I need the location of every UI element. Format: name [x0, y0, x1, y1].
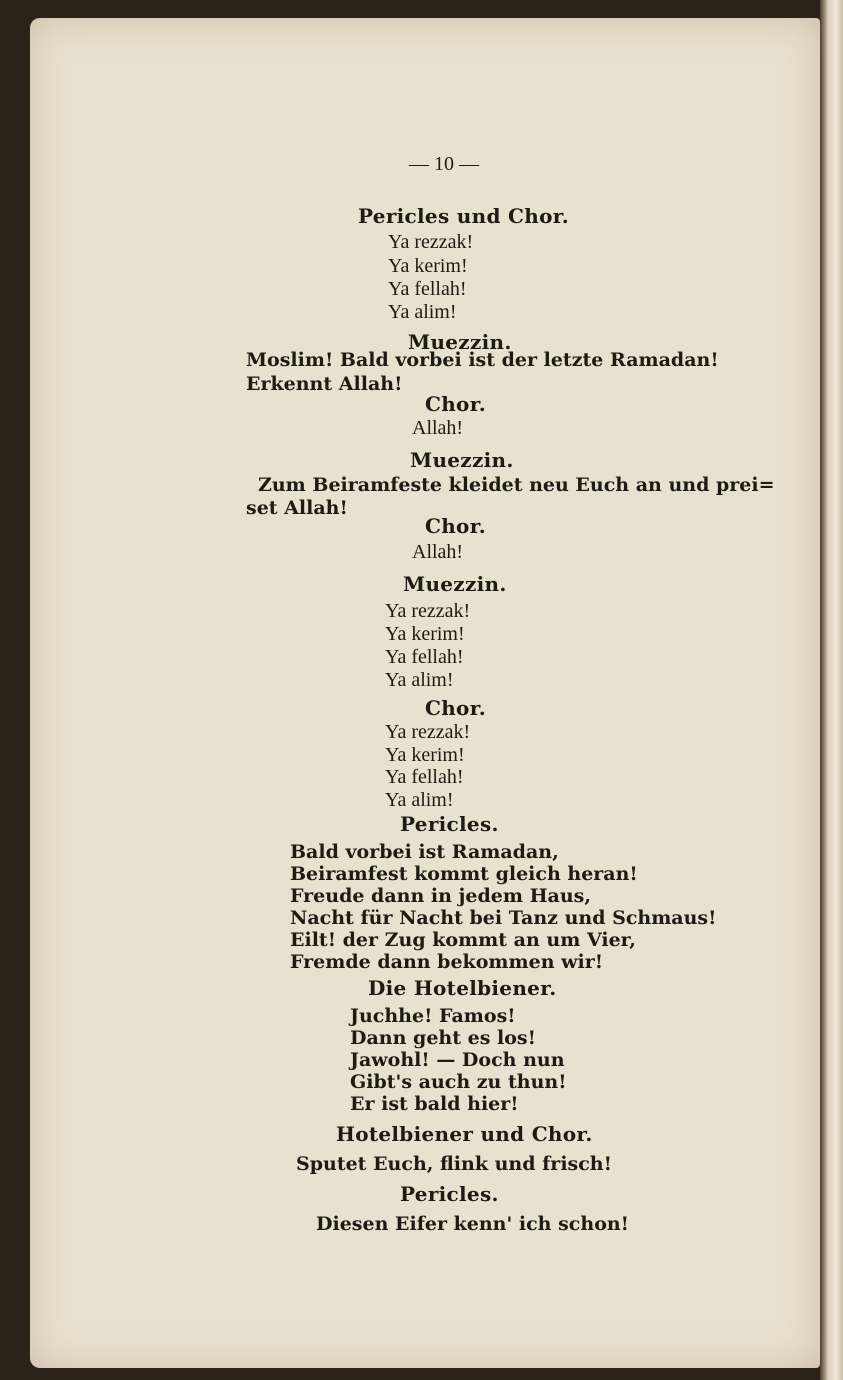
verse-line: Ya fellah!: [385, 766, 464, 788]
speaker-label: Muezzin.: [410, 448, 514, 472]
speaker-label: Chor.: [425, 392, 486, 416]
verse-line: Ya rezzak!: [385, 721, 471, 743]
speaker-label: Chor.: [425, 696, 486, 720]
verse-line: Freude dann in jedem Haus,: [290, 885, 591, 907]
prose-line: Zum Beiramfeste kleidet neu Euch an und prei=: [258, 474, 775, 496]
verse-line: Ya kerim!: [388, 255, 468, 277]
verse-line: Ya rezzak!: [388, 231, 474, 253]
verse-line: Gibt's auch zu thun!: [350, 1071, 567, 1093]
verse-line: Er ist bald hier!: [350, 1093, 519, 1115]
verse-line: Allah!: [412, 541, 464, 563]
verse-line: Eilt! der Zug kommt an um Vier,: [290, 929, 636, 951]
prose-line: set Allah!: [246, 497, 348, 519]
verse-line: Sputet Euch, flink und frisch!: [296, 1153, 612, 1175]
verse-line: Nacht für Nacht bei Tanz und Schmaus!: [290, 907, 717, 929]
prose-line: Moslim! Bald vorbei ist der letzte Ramadan!: [246, 349, 719, 371]
book-spine-edge: [820, 0, 843, 1380]
verse-line: Ya kerim!: [385, 744, 465, 766]
verse-line: Dann geht es los!: [350, 1027, 536, 1049]
speaker-label: Muezzin.: [403, 572, 507, 596]
verse-line: Bald vorbei ist Ramadan,: [290, 841, 559, 863]
verse-line: Fremde dann bekommen wir!: [290, 951, 604, 973]
speaker-label: Pericles.: [400, 1182, 499, 1206]
verse-line: Juchhe! Famos!: [350, 1005, 516, 1027]
verse-line: Ya fellah!: [388, 278, 467, 300]
prose-line: Erkennt Allah!: [246, 373, 403, 395]
verse-line: Ya alim!: [385, 669, 454, 691]
page-number: — 10 —: [409, 153, 479, 175]
verse-line: Jawohl! — Doch nun: [350, 1049, 565, 1071]
verse-line: Diesen Eifer kenn' ich schon!: [316, 1213, 630, 1235]
speaker-label: Muezzin.: [408, 330, 512, 354]
verse-line: Ya kerim!: [385, 623, 465, 645]
speaker-label: Pericles.: [400, 812, 499, 836]
verse-line: Ya fellah!: [385, 646, 464, 668]
speaker-label: Hotelbiener und Chor.: [336, 1122, 593, 1146]
verse-line: Beiramfest kommt gleich heran!: [290, 863, 638, 885]
speaker-label: Pericles und Chor.: [358, 204, 569, 228]
speaker-label: Die Hotelbiener.: [368, 976, 557, 1000]
verse-line: Allah!: [412, 417, 464, 439]
verse-line: Ya alim!: [388, 301, 457, 323]
verse-line: Ya alim!: [385, 789, 454, 811]
speaker-label: Chor.: [425, 514, 486, 538]
verse-line: Ya rezzak!: [385, 600, 471, 622]
